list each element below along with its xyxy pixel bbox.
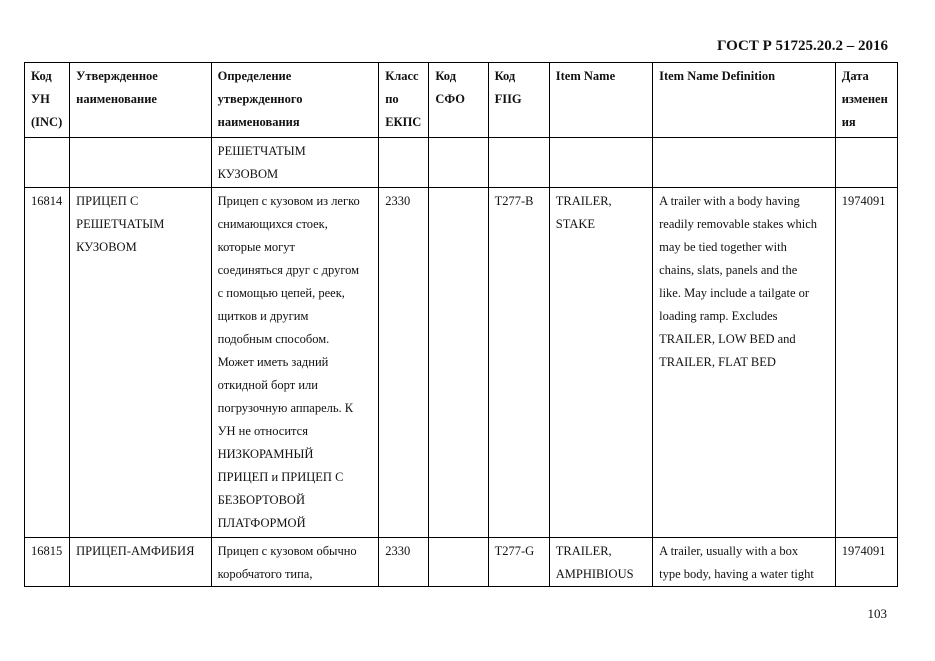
table-cell: 16815 xyxy=(25,538,70,587)
table-cell: ПРИЦЕП С РЕШЕТЧАТЫМ КУЗОВОМ xyxy=(70,188,211,538)
table-cell xyxy=(488,138,549,188)
table-cell: TRAILER, STAKE xyxy=(549,188,652,538)
table-cell: 2330 xyxy=(379,188,429,538)
table-cell: 1974091 xyxy=(835,538,897,587)
table-cell: A trailer, usually with a box type body, having a water tight xyxy=(653,538,836,587)
header-cell-class: Класс по ЕКПС xyxy=(379,63,429,138)
table-row-continuation xyxy=(25,138,898,188)
table-cell: TRAILER, AMPHIBIOUS xyxy=(549,538,652,587)
header-cell-definition: Определение утвержденного наименования xyxy=(211,63,379,138)
header-cell-approved-name: Утвержденное наименование xyxy=(70,63,211,138)
table-cell: T277-G xyxy=(488,538,549,587)
table-cell: 2330 xyxy=(379,538,429,587)
table-cell: 16814 xyxy=(25,188,70,538)
table-cell: Прицеп с кузовом обычно коробчатого типа, xyxy=(211,538,379,587)
table-cell: A trailer with a body having readily removable stakes which may be tied together with chains, slats, panels and the like. May include a tailgate or loading ramp. Excludes TRAILER, LOW BED and TRAILER, FLAT BED xyxy=(653,188,836,538)
table-cell xyxy=(429,188,488,538)
table-cell xyxy=(379,138,429,188)
document-id: ГОСТ Р 51725.20.2 – 2016 xyxy=(716,38,888,54)
table-cell xyxy=(429,538,488,587)
table-cell: 1974091 xyxy=(835,188,897,538)
table-cell xyxy=(653,138,836,188)
table-cell: РЕШЕТЧАТЫМ КУЗОВОМ xyxy=(211,138,379,188)
header-cell-sfo-code: Код СФО xyxy=(429,63,488,138)
table-row xyxy=(25,188,898,538)
header-cell-fiig-code: Код FIIG xyxy=(488,63,549,138)
table-cell xyxy=(70,138,211,188)
table-cell: Прицеп с кузовом из легко снимающихся стоек, которые могут соединяться друг с другом с помощью цепей, реек, щитков и другим подобным способом. Может иметь задний откидной борт или погрузочную аппарель. К УН не относится НИЗКОРАМНЫЙ ПРИЦЕП и ПРИЦЕП С БЕЗБОРТОВОЙ ПЛАТФОРМОЙ xyxy=(211,188,379,538)
table-cell xyxy=(549,138,652,188)
header-cell-item-name-definition: Item Name Definition xyxy=(653,63,836,138)
header-cell-inc-code: Код УН (INC) xyxy=(25,63,70,138)
table-cell xyxy=(835,138,897,188)
table-row xyxy=(25,538,898,587)
table-cell: ПРИЦЕП-АМФИБИЯ xyxy=(70,538,211,587)
table-cell: T277-B xyxy=(488,188,549,538)
page-number: 103 xyxy=(867,606,887,621)
table-cell xyxy=(25,138,70,188)
table-cell xyxy=(429,138,488,188)
item-table xyxy=(24,62,898,587)
header-cell-change-date: Дата изменен ия xyxy=(835,63,897,138)
table-header-row xyxy=(25,63,898,138)
header-cell-item-name: Item Name xyxy=(549,63,652,138)
